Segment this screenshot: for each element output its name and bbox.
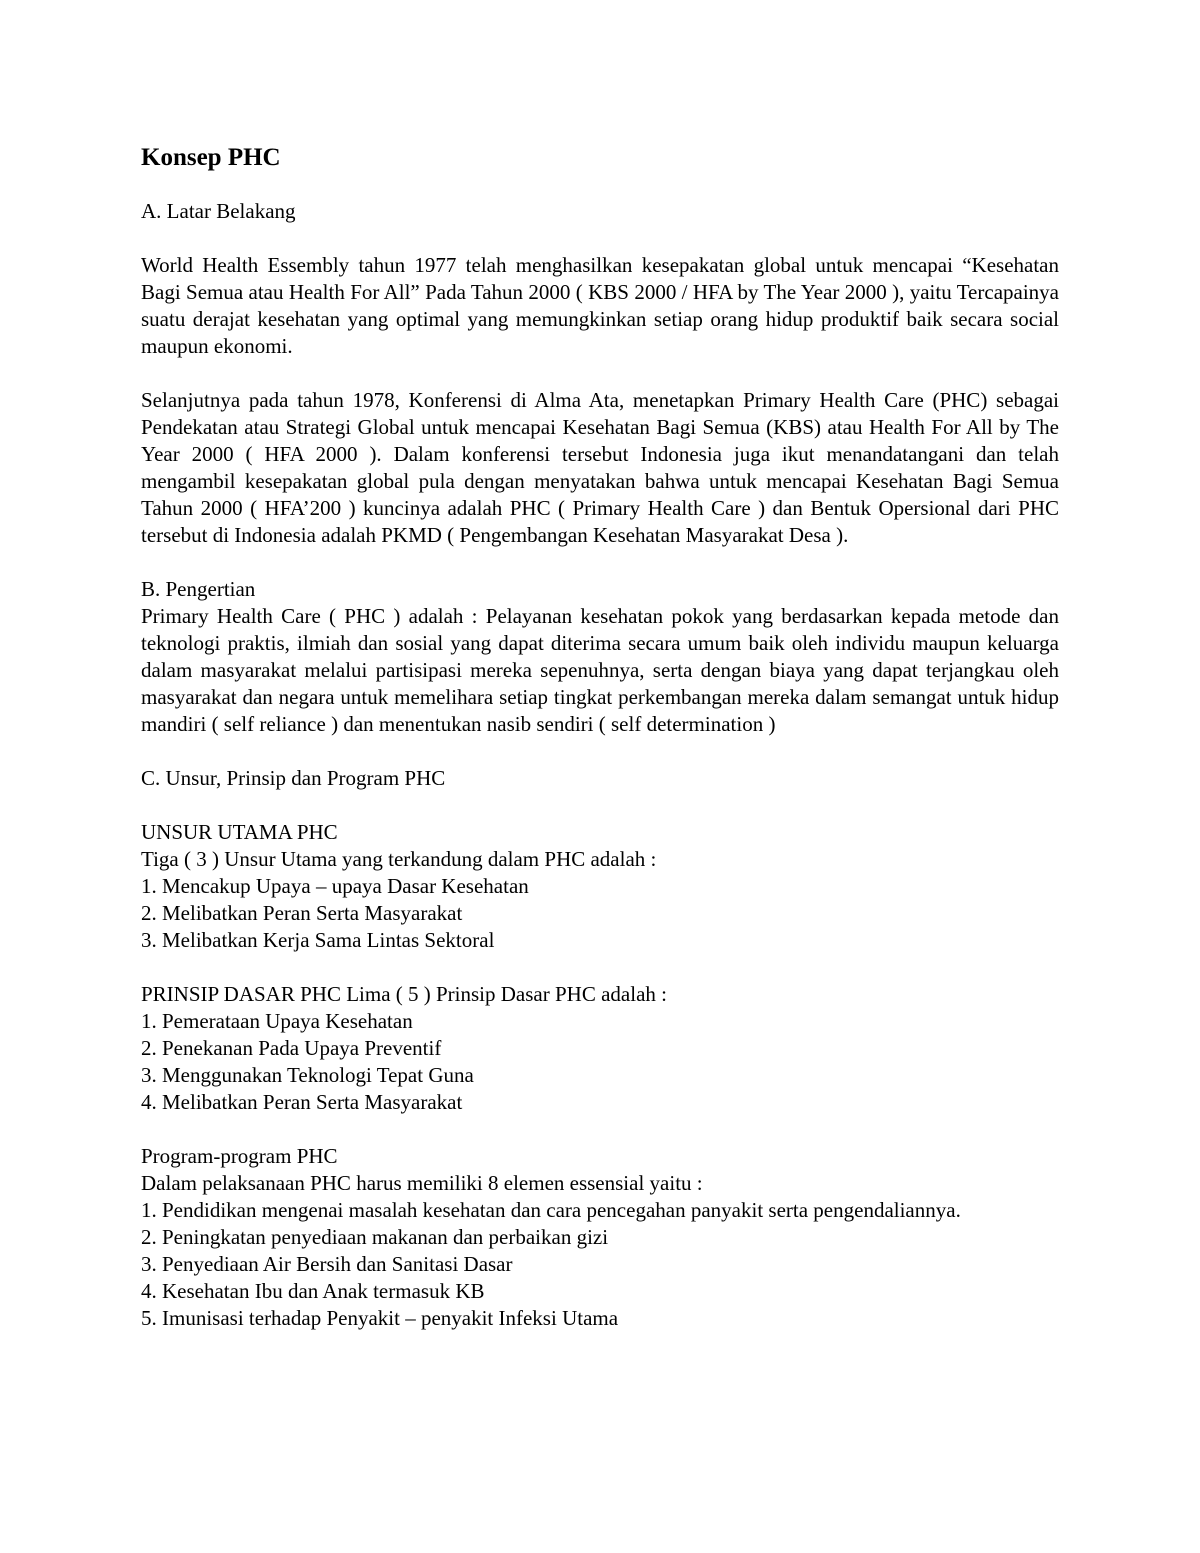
- section-b: [141, 576, 1059, 738]
- unsur-list-item: 3. Melibatkan Kerja Sama Lintas Sektoral: [141, 928, 495, 952]
- unsur-heading: UNSUR UTAMA PHC: [141, 820, 338, 844]
- section-b-heading: B. Pengertian: [141, 577, 256, 601]
- unsur-list-item: 2. Melibatkan Peran Serta Masyarakat: [141, 901, 463, 925]
- document-title: Konsep PHC: [141, 144, 281, 171]
- program-list-item: 3. Penyediaan Air Bersih dan Sanitasi Dasar: [141, 1252, 513, 1276]
- program-list-item: 5. Imunisasi terhadap Penyakit – penyakit Infeksi Utama: [141, 1306, 619, 1330]
- document-body: [141, 138, 1059, 1359]
- prinsip-dasar-block: [141, 981, 1059, 1116]
- unsur-utama-block: [141, 819, 1059, 954]
- program-list-item: 2. Peningkatan penyediaan makanan dan perbaikan gizi: [141, 1225, 609, 1249]
- unsur-intro: Tiga ( 3 ) Unsur Utama yang terkandung dalam PHC adalah :: [141, 847, 657, 871]
- section-a-paragraph-1: World Health Essembly tahun 1977 telah menghasilkan kesepakatan global untuk mencapai “Kesehatan Bagi Semua atau Health For All” Pada Tahun 2000 ( KBS 2000 / HFA by The Year 2000 ), yaitu Tercapainya suatu derajat kesehatan yang optimal yang memungkinkan setiap orang hidup produktif baik secara social maupun ekonomi.: [141, 253, 1059, 358]
- program-list-item: 1. Pendidikan mengenai masalah kesehatan dan cara pencegahan panyakit serta pengendaliannya.: [141, 1198, 961, 1222]
- prinsip-list-item: 1. Pemerataan Upaya Kesehatan: [141, 1009, 413, 1033]
- prinsip-intro: PRINSIP DASAR PHC Lima ( 5 ) Prinsip Dasar PHC adalah :: [141, 982, 667, 1006]
- program-intro: Dalam pelaksanaan PHC harus memiliki 8 elemen essensial yaitu :: [141, 1171, 703, 1195]
- section-a-paragraph-2: Selanjutnya pada tahun 1978, Konferensi di Alma Ata, menetapkan Primary Health Care (PHC) sebagai Pendekatan atau Strategi Global untuk mencapai Kesehatan Bagi Semua (KBS) atau Health For All by The Year 2000 ( HFA 2000 ). Dalam konferensi tersebut Indonesia juga ikut menandatangani dan telah mengambil kesepakatan global pula dengan menyatakan bahwa untuk mencapai Kesehatan Bagi Semua Tahun 2000 ( HFA’200 ) kuncinya adalah PHC ( Primary Health Care ) dan Bentuk Opersional dari PHC tersebut di Indonesia adalah PKMD ( Pengembangan Kesehatan Masyarakat Desa ).: [141, 388, 1059, 547]
- section-b-paragraph: Primary Health Care ( PHC ) adalah : Pelayanan kesehatan pokok yang berdasarkan kepada metode dan teknologi praktis, ilmiah dan sosial yang dapat diterima secara umum baik oleh individu maupun keluarga dalam masyarakat melalui partisipasi mereka sepenuhnya, serta dengan biaya yang dapat terjangkau oleh masyarakat dan negara untuk memelihara setiap tingkat perkembangan mereka dalam semangat untuk hidup mandiri ( self reliance ) dan menentukan nasib sendiri ( self determination ): [141, 604, 1059, 736]
- section-c-heading: C. Unsur, Prinsip dan Program PHC: [141, 766, 446, 790]
- program-list-item: 4. Kesehatan Ibu dan Anak termasuk KB: [141, 1279, 485, 1303]
- program-heading: Program-program PHC: [141, 1144, 338, 1168]
- prinsip-list-item: 4. Melibatkan Peran Serta Masyarakat: [141, 1090, 463, 1114]
- program-block: [141, 1143, 1059, 1332]
- prinsip-list-item: 2. Penekanan Pada Upaya Preventif: [141, 1036, 442, 1060]
- section-a-heading: A. Latar Belakang: [141, 199, 296, 223]
- prinsip-list-item: 3. Menggunakan Teknologi Tepat Guna: [141, 1063, 474, 1087]
- unsur-list-item: 1. Mencakup Upaya – upaya Dasar Kesehatan: [141, 874, 529, 898]
